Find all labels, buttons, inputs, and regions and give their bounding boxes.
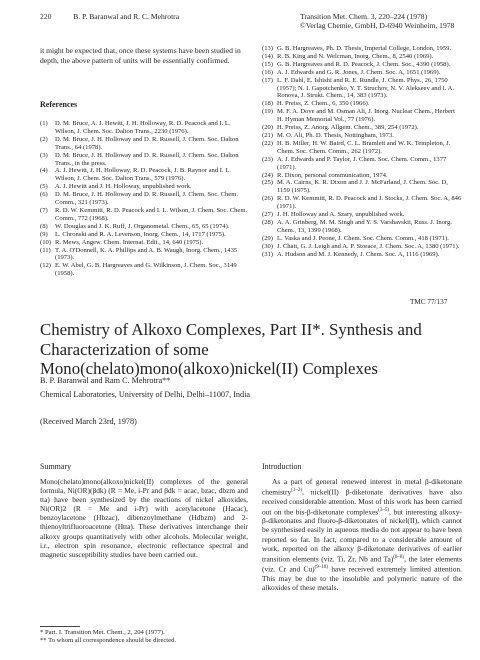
references-heading: References xyxy=(40,100,78,109)
received-date: (Received March 23rd, 1978) xyxy=(40,417,137,426)
reference-text: H. Preiss, Z. Chem., 6, 350 (1966). xyxy=(277,100,370,108)
reference-item xyxy=(262,235,462,243)
reference-item xyxy=(262,243,462,251)
reference-text: D. M. Bruce, J. H. Holloway and D. R. Russell, J. Chem. Soc. Chem. Comm., 321 (1973). xyxy=(55,191,238,207)
reference-number: (10) xyxy=(40,238,51,246)
manuscript-code: TMC 77/137 xyxy=(410,298,448,306)
footnote-divider xyxy=(40,626,80,627)
footnote-correspondence: ** To whom all correspondence should be directed. xyxy=(40,637,177,644)
citation-9-10: (9–10) xyxy=(314,565,328,571)
reference-item xyxy=(262,219,462,235)
reference-text: D. M. Bruce, J. H. Holloway and D. R. Russell, J. Chem. Soc. Dalton Trans., 64 (1978). xyxy=(55,135,239,151)
reference-number: (6) xyxy=(40,191,48,199)
reference-text: E. W. Abel, G. B. Hargreaves and G. Wilkinson, J. Chem. Soc., 3149 (1958). xyxy=(55,262,237,278)
reference-number: (18) xyxy=(262,100,273,108)
reference-item xyxy=(262,108,462,124)
reference-text: H. B. Miller, H. W. Baird, C. L. Bramlett and W. K. Templeton, J. Chem. Soc. Chem. Comm., 262 (1972). xyxy=(277,139,451,155)
reference-text: T. A. O'Donnell, K. A. Phillips and A. B. Waugh, Inorg. Chem., 1435 (1973). xyxy=(55,246,238,262)
reference-item xyxy=(262,61,462,69)
reference-number: (1) xyxy=(40,120,48,127)
reference-item xyxy=(262,140,462,156)
reference-number: (28) xyxy=(262,218,273,226)
reference-item xyxy=(262,100,462,108)
introduction-text xyxy=(262,477,462,592)
intro-segment: As a part of general renewed interest in metal β-diketonate chemistry xyxy=(262,477,462,497)
intro-segment: , nickel(II) β-diketonate derivatives have also received considerable attention. Most of this work has been carried out on the bis-β-diketonate complexes xyxy=(262,487,462,517)
reference-text: A. J. Hewitt and J. H. Holloway, unpublished work. xyxy=(55,183,192,191)
reference-item xyxy=(262,69,462,77)
reference-number: (21) xyxy=(262,131,273,139)
reference-text: W. Douglas and J. K. Ruff, J. Organometal. Chem., 65, 65 (1974). xyxy=(55,222,230,230)
reference-text: J. Chatt, G. J. Leigh and A. P. Storace, J. Chem. Soc. A, 1380 (1971). xyxy=(277,242,460,250)
reference-item xyxy=(262,172,462,180)
reference-item xyxy=(40,262,250,278)
reference-text: H. Preiss, Z. Anorg. Allgem. Chem., 389, 254 (1972). xyxy=(277,124,419,132)
reference-number: (4) xyxy=(40,167,48,175)
reference-number: (8) xyxy=(40,222,48,230)
reference-number: (19) xyxy=(262,108,273,116)
reference-item xyxy=(40,231,250,239)
reference-number: (24) xyxy=(262,171,273,179)
reference-item xyxy=(262,195,462,211)
reference-number: (14) xyxy=(262,52,273,60)
reference-number: (17) xyxy=(262,76,273,84)
reference-item xyxy=(40,136,250,152)
reference-item xyxy=(262,211,462,219)
citation-3-5: (3–5) xyxy=(378,507,389,513)
summary-heading: Summary xyxy=(40,462,72,471)
reference-item xyxy=(40,223,250,231)
reference-number: (9) xyxy=(40,230,48,238)
footnote-part: * Part. I. Transition Met. Chem., 2, 204 (1977). xyxy=(40,629,165,636)
reference-item xyxy=(40,167,250,183)
reference-number: (3) xyxy=(40,151,48,159)
reference-item xyxy=(262,53,462,61)
summary-text: Mono(chelato)mono(alkoxo)nickel(II) complexes of the general formula, Ni(OR)(βdk) (R = Me, i-Pr and βdk = acac, bzac, dbzm and tta) have been synthesized by the reactions of nickel alkoxides, Ni(OR)2 (R = Me and i-Pr) with acetylacetone (Hacac), benzoylacetone (Hbzac), dibenzoylmethane (Hdbzm) and 2-thienoyltrifluoroacetone (Htta). These derivatives interchange their alkoxy groups quantitatively with other alcohols. Molecular weight, i.r., electron spin resonance, electronic reflectance spectral and magnetic susceptibility studies have been carried out. xyxy=(40,477,248,559)
reference-number: (2) xyxy=(40,135,48,143)
reference-item xyxy=(40,183,250,191)
reference-text: R. D. W. Kemmitt, R. D. Peacock and J. Stocks, J. Chem. Soc. A, 846 (1971). xyxy=(277,195,462,211)
previous-article-ending: it might be expected that, once these systems have been studied in depth, the above pattern of units will be essentially confirmed. xyxy=(40,46,241,65)
reference-item xyxy=(262,45,462,53)
reference-number: (26) xyxy=(262,195,273,203)
reference-item xyxy=(262,156,462,172)
reference-number: (25) xyxy=(262,179,273,187)
reference-item xyxy=(262,124,462,132)
intro-segment: have received extremely limited attention. This may be due to the insoluble and polymeric nature of the alkoxides of these metals. xyxy=(262,564,462,592)
reference-number: (12) xyxy=(40,262,51,270)
reference-item xyxy=(40,207,250,223)
reference-text: D. M. Bruce, J. H. Holloway and D. R. Russell, J. Chem. Soc. Dalton Trans., in the press. xyxy=(55,151,239,167)
reference-number: (5) xyxy=(40,183,48,191)
reference-number: (11) xyxy=(40,246,51,254)
reference-text: A. Hudson and M. J. Kennedy, J. Chem. Soc. A, 1116 (1969). xyxy=(277,250,440,258)
reference-text: M. F. A. Dove and M. Osman Ali, J. Inorg. Nuclear Chem., Herbert H. Hyman Memorial Vol., 77 (1976). xyxy=(277,108,455,124)
reference-item xyxy=(40,247,250,263)
page-number: 220 xyxy=(40,12,52,21)
references-list-left xyxy=(40,120,250,278)
reference-item xyxy=(262,251,462,259)
running-header xyxy=(40,12,179,21)
reference-text: L. F. Dahl, E. Ishishi and R. E. Rundle, J. Chem. Phys., 26, 1750 (1957); N. I. Gapotchenko, Y. T. Struchov, N. V. Alekseev and I. A. Ronova, J. Strukt. Chem., 14, 383 (1973). xyxy=(277,76,455,100)
reference-text: J. H. Holloway and A. Szary, unpublished work. xyxy=(277,211,405,219)
reference-number: (20) xyxy=(262,124,273,132)
reference-text: R. Mews, Angew. Chem. Internat. Edit., 14, 640 (1975). xyxy=(55,238,204,246)
reference-item xyxy=(262,77,462,101)
journal-info xyxy=(300,12,454,31)
references-list-right xyxy=(262,45,462,258)
reference-text: A. J. Hewitt, J. H. Holloway, R. D. Peacock, J. B. Raynor and I. L. Wilson, J. Chem. Soc. Dalton Trans., 579 (1976). xyxy=(55,167,231,183)
reference-number: (31) xyxy=(262,250,273,258)
reference-text: R. Dixon, personal communication, 1974. xyxy=(277,171,388,179)
copyright-line: ©Verlag Chemie, GmbH, D-6940 Weinheim, 1978 xyxy=(300,21,455,31)
reference-item xyxy=(40,152,250,168)
reference-text: M. O. Ali, Ph. D. Thesis, Nottingham, 1973. xyxy=(277,131,394,139)
reference-number: (30) xyxy=(262,242,273,250)
introduction-heading: Introduction xyxy=(262,462,302,471)
reference-text: A. J. Edwards and P. Taylor, J. Chem. Soc. Chem. Comm., 1377 (1971). xyxy=(277,155,447,171)
reference-text: M. A. Cairns, K. R. Dixon and J. J. McFarland, J. Chem. Soc. D, 1159 (1975). xyxy=(277,179,448,195)
reference-item xyxy=(40,120,250,136)
article-title: Chemistry of Alkoxo Complexes, Part II*. Synthesis and Characterization of some Mono(chelato)mono(alkoxo)nickel(II) Complexes xyxy=(40,320,422,379)
journal-citation: Transition Met. Chem. 3, 220–224 (1978) xyxy=(300,12,428,21)
reference-item xyxy=(262,179,462,195)
reference-item xyxy=(262,132,462,140)
running-authors: B. P. Baranwal and R. C. Mehrotra xyxy=(73,12,180,21)
citation-6-8: (6–8) xyxy=(393,554,405,560)
affiliation: Chemical Laboratories, University of Delhi, Delhi–11007, India xyxy=(40,390,251,399)
reference-text: G. B. Hargreaves, Ph. D. Thesis, Imperial College, London, 1959. xyxy=(277,45,452,52)
reference-item xyxy=(40,191,250,207)
reference-number: (22) xyxy=(262,139,273,147)
reference-text: A. J. Edwards and G. R. Jones, J. Chem. Soc. A, 1651 (1969). xyxy=(277,68,441,76)
reference-number: (13) xyxy=(262,45,273,52)
article-authors: B. P. Baranwal and Ram C. Mehrotra** xyxy=(40,376,171,385)
reference-number: (7) xyxy=(40,206,48,214)
reference-text: L. Vaska and J. Peone, J. Chem. Soc. Chem. Comm., 418 (1971). xyxy=(277,234,449,242)
citation-1-2: (1–2) xyxy=(291,488,302,494)
reference-text: L. Chronski and R. A. Levenson, Inorg. Chem., 14, 1717 (1975). xyxy=(55,230,226,238)
reference-number: (16) xyxy=(262,68,273,76)
reference-text: G. B. Hargreaves and R. D. Peacock, J. Chem. Soc., 4390 (1958). xyxy=(277,60,451,68)
reference-text: A. A. Grinberg, M. M. Singh and Y. S. Varshavskii, Russ. J. Inorg. Chem., 13, 1399 (1968). xyxy=(277,218,452,234)
intro-segment: , but interesting alkoxy-β-diketonates and fluoro-β-diketonates of nickel(II), which cannot be synthesised easily in aqueous media do not appear to have been reported so far. In fact, compared to a considerable amount of work, reported on the alkoxy β-diketonate derivatives of earlier transition elements (viz. Ti, Zr, Nb and Ta) xyxy=(262,507,463,564)
reference-number: (27) xyxy=(262,211,273,219)
reference-text: D. M. Bruce, A. J. Hewitt, J. H. Holloway, R. D. Peacock and I. L. Wilson, J. Chem. Soc. Dalton Trans., 2230 (1976). xyxy=(55,120,231,135)
reference-number: (23) xyxy=(262,155,273,163)
reference-item xyxy=(40,239,250,247)
reference-text: R. D. W. Kemmitt, R. D. Peacock and I. L. Wilson, J. Chem. Soc. Chem. Comm., 772 (1968). xyxy=(55,206,248,222)
reference-number: (29) xyxy=(262,234,273,242)
reference-number: (15) xyxy=(262,60,273,68)
intro-segment: , the later elements (viz. Cr and Cu) xyxy=(262,554,462,574)
reference-text: R. B. King and N. Welcman, Inorg. Chem., 8, 2540 (1969). xyxy=(277,52,434,60)
